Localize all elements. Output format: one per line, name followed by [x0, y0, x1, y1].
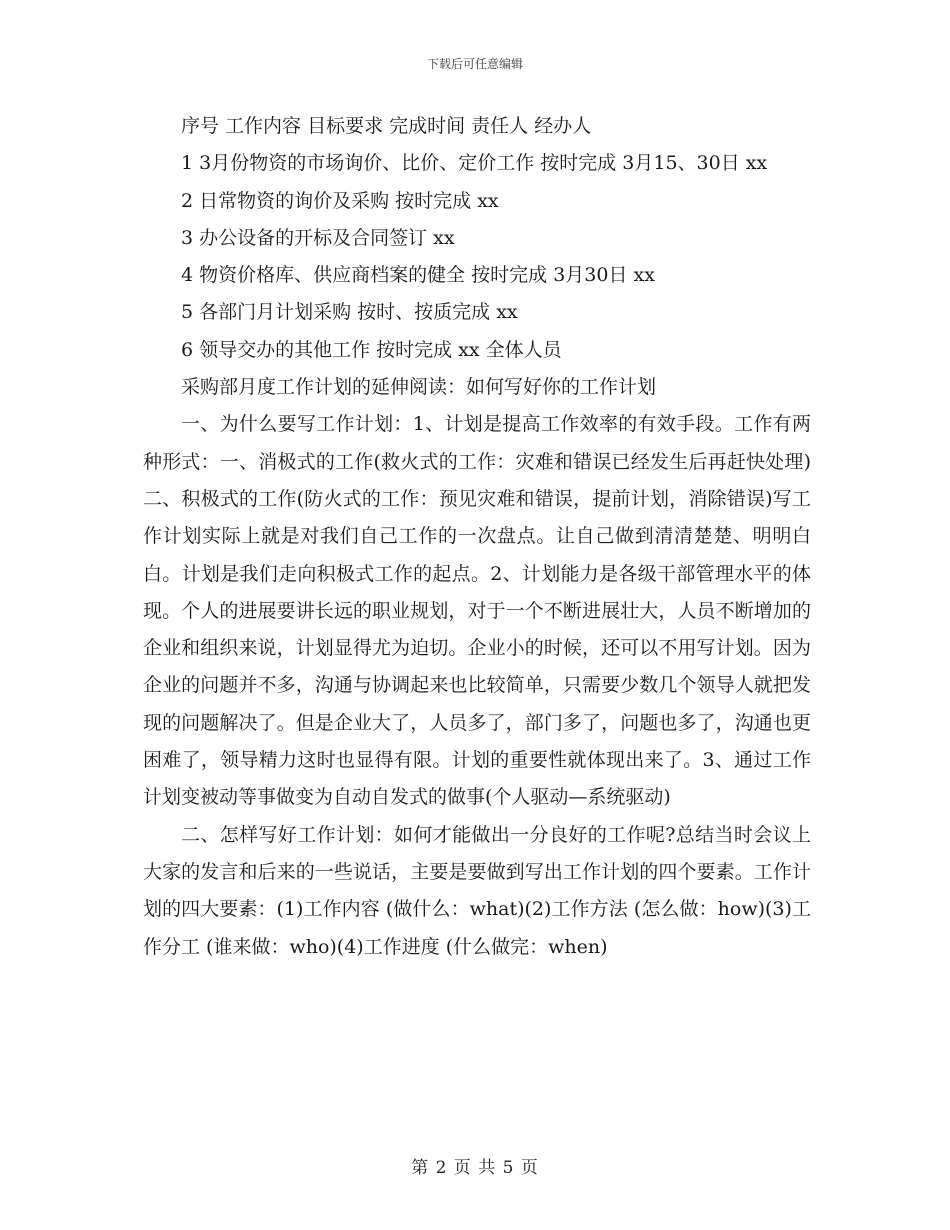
- document-body: [143, 108, 811, 966]
- paragraph-how: 二、怎样写好工作计划：如何才能做出一分良好的工作呢?总结当时会议上大家的发言和后来的一些说话，主要是要做到写出工作计划的四个要素。工作计划的四大要素：(1)工作内容 (做什么：what)(2)工作方法 (怎么做：how)(3)工作分工 (谁来做：who)(4)工作进度 (什么做完：when): [143, 823, 811, 958]
- table-header-line: 序号 工作内容 目标要求 完成时间 责任人 经办人: [181, 115, 592, 137]
- paragraph-why: 一、为什么要写工作计划：1、计划是提高工作效率的有效手段。工作有两种形式：一、消极式的工作(救火式的工作：灾难和错误已经发生后再赶快处理)二、积极式的工作(防火式的工作：预见灾难和错误，提前计划，消除错误)写工作计划实际上就是对我们自己工作的一次盘点。让自己做到清清楚楚、明明白白。计划是我们走向积极式工作的起点。2、计划能力是各级干部管理水平的体现。个人的进展要讲长远的职业规划，对于一个不断进展壮大，人员不断增加的企业和组织来说，计划显得尤为迫切。企业小的时候，还可以不用写计划。因为企业的问题并不多，沟通与协调起来也比较简单，只需要少数几个领导人就把发现的问题解决了。但是企业大了，人员多了，部门多了，问题也多了，沟通也更困难了，领导精力这时也显得有限。计划的重要性就体现出来了。3、通过工作计划变被动等事做变为自动自发式的做事(个人驱动—系统驱动): [143, 413, 811, 809]
- task-item-1: 1 3月份物资的市场询价、比价、定价工作 按时完成 3月15、30日 xx: [181, 152, 768, 175]
- page-footer: 第 2 页 共 5 页: [411, 1158, 539, 1178]
- task-item-5: 5 各部门月计划采购 按时、按质完成 xx: [181, 301, 518, 324]
- page-header: 下载后可任意编辑: [426, 57, 523, 71]
- section-heading: 采购部月度工作计划的延伸阅读：如何写好你的工作计划: [181, 376, 657, 399]
- task-item-3: 3 办公设备的开标及合同签订 xx: [181, 226, 455, 249]
- task-item-6: 6 领导交办的其他工作 按时完成 xx 全体人员: [181, 338, 562, 361]
- task-item-2: 2 日常物资的询价及采购 按时完成 xx: [181, 189, 499, 212]
- task-item-4: 4 物资价格库、供应商档案的健全 按时完成 3月30日 xx: [181, 264, 655, 287]
